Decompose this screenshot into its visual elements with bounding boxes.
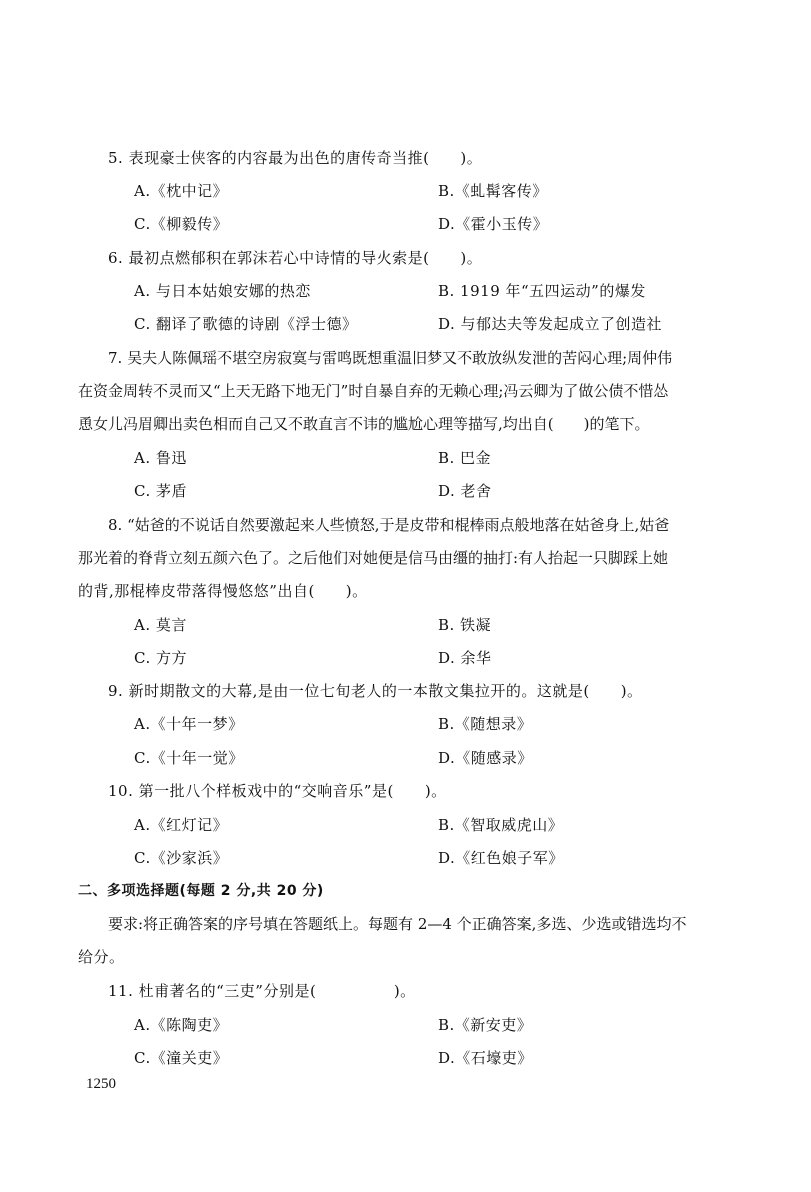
question-10-option-a: A.《红灯记》 (134, 816, 229, 834)
section-2-title: 二、多项选择题(每题 2 分,共 20 分) (78, 883, 324, 899)
question-11-option-b: B.《新安吏》 (438, 1016, 533, 1034)
page-number: 1250 (86, 1076, 116, 1092)
question-6-option-a: A. 与日本姑娘安娜的热恋 (134, 282, 311, 300)
question-8-line-3: 的背,那棍棒皮带落得慢悠悠”出自( )。 (78, 582, 368, 600)
question-7-option-d: D. 老舍 (438, 482, 492, 500)
question-7-option-b: B. 巴金 (438, 449, 492, 467)
question-5-stem: 5. 表现豪士侠客的内容最为出色的唐传奇当推( )。 (108, 149, 483, 167)
question-9-option-d: D.《随感录》 (438, 749, 533, 767)
question-8-option-a: A. 莫言 (134, 616, 187, 634)
question-9-option-a: A.《十年一梦》 (134, 715, 244, 733)
question-7-line-1: 7. 吴夫人陈佩瑶不堪空房寂寞与雷鸣既想重温旧梦又不敢放纵发泄的苦闷心理;周仲伟 (108, 349, 673, 367)
question-8-option-b: B. 铁凝 (438, 616, 492, 634)
question-7-line-3: 恿女儿冯眉卿出卖色相而自己又不敢直言不讳的尴尬心理等描写,均出自( )的笔下。 (78, 415, 650, 433)
question-11-option-d: D.《石壕吏》 (438, 1049, 533, 1067)
question-8-line-2: 那光着的脊背立刻五颜六色了。之后他们对她便是信马由缰的抽打:有人抬起一只脚踩上她 (78, 549, 669, 567)
section-2-requirement-line-1: 要求:将正确答案的序号填在答题纸上。每题有 2—4 个正确答案,多选、少选或错选均不 (108, 915, 687, 933)
question-7-line-2: 在资金周转不灵而又“上天无路下地无门”时自暴自弃的无赖心理;冯云卿为了做公债不惜怂 (78, 382, 669, 400)
question-5-option-a: A.《枕中记》 (134, 182, 229, 200)
question-11-option-a: A.《陈陶吏》 (134, 1016, 229, 1034)
question-7-option-a: A. 鲁迅 (134, 449, 187, 467)
question-10-stem: 10. 第一批八个样板戏中的“交响音乐”是( )。 (108, 782, 447, 800)
question-6-option-b: B. 1919 年“五四运动”的爆发 (438, 282, 646, 300)
question-8-option-d: D. 余华 (438, 649, 492, 667)
question-6-option-c: C. 翻译了歌德的诗剧《浮士德》 (134, 315, 358, 333)
question-5-option-d: D.《霍小玉传》 (438, 215, 549, 233)
question-6-stem: 6. 最初点燃郁积在郭沫若心中诗情的导火索是( )。 (108, 249, 483, 267)
section-2-requirement-line-2: 给分。 (78, 948, 125, 966)
question-9-option-c: C.《十年一觉》 (134, 749, 244, 767)
question-7-option-c: C. 茅盾 (134, 482, 187, 500)
question-9-option-b: B.《随想录》 (438, 715, 533, 733)
question-10-option-d: D.《红色娘子军》 (438, 849, 564, 867)
question-8-line-1: 8. “姑爸的不说话自然要激起来人些愤怒,于是皮带和棍棒雨点般地落在姑爸身上,姑爸 (108, 516, 670, 534)
question-11-stem: 11. 杜甫著名的“三吏”分别是( )。 (108, 982, 416, 1000)
question-11-option-c: C.《潼关吏》 (134, 1049, 229, 1067)
question-8-option-c: C. 方方 (134, 649, 187, 667)
question-5-option-c: C.《柳毅传》 (134, 215, 229, 233)
question-10-option-b: B.《智取威虎山》 (438, 816, 564, 834)
question-10-option-c: C.《沙家浜》 (134, 849, 229, 867)
question-9-stem: 9. 新时期散文的大幕,是由一位七旬老人的一本散文集拉开的。这就是( )。 (108, 682, 643, 700)
question-6-option-d: D. 与郁达夫等发起成立了创造社 (438, 315, 663, 333)
question-5-option-b: B.《虬髯客传》 (438, 182, 548, 200)
